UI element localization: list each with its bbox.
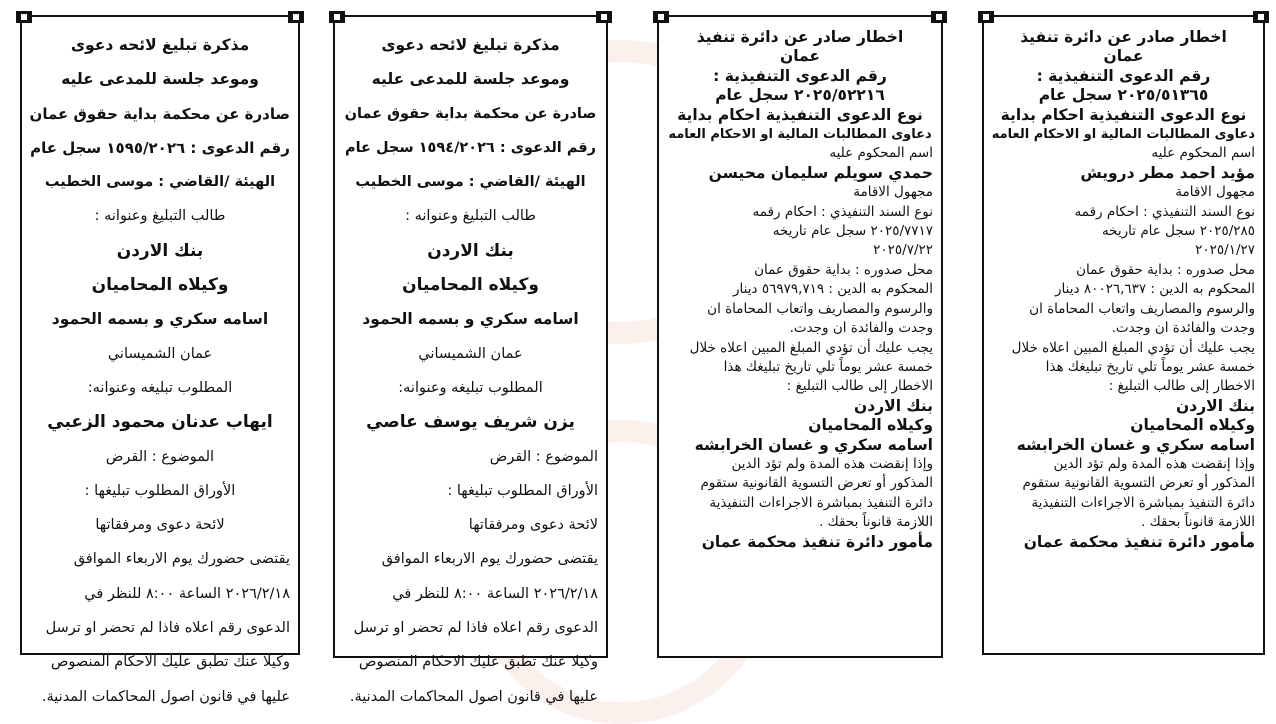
body-line: يجب عليك أن تؤدي المبلغ المبين اعلاه خلال: [1011, 339, 1255, 356]
body-line: دائرة التنفيذ بمباشرة الاجراءات التنفيذية: [709, 494, 933, 511]
case-number-label: رقم الدعوى التنفيذية :: [1036, 66, 1211, 85]
corner-ornament: [1253, 11, 1269, 23]
attorneys-label: وكيلاه المحاميان: [91, 275, 229, 296]
body-line: دائرة التنفيذ بمباشرة الاجراءات التنفيذية: [1031, 494, 1255, 511]
corner-ornament: [596, 11, 612, 23]
attorneys-names: اسامه سكري و غسان الخرابشه: [694, 435, 933, 454]
debtor-name: حمدي سويلم سليمان محيسن: [708, 163, 933, 182]
debtor-label: اسم المحكوم عليه: [829, 145, 933, 162]
body-line: خمسة عشر يوماً تلي تاريخ تبليغك هذا: [1045, 358, 1255, 375]
case-type-cont: دعاوى المطالبات المالية او الاحكام العامه: [991, 127, 1255, 143]
case-number: ٢٠٢٥/٥٢٢١٦ سجل عام: [715, 86, 885, 105]
defendant-name: يزن شريف يوسف عاصي: [366, 412, 575, 433]
attorneys-names: اسامه سكري و بسمه الحمود: [51, 310, 269, 329]
body-line: نوع السند التنفيذي : احكام رقمه: [1074, 203, 1255, 220]
requester-name: بنك الاردن: [1176, 396, 1255, 415]
papers-value: لائحة دعوى ومرفقاتها: [468, 517, 598, 534]
requester-name: بنك الاردن: [116, 240, 204, 261]
officer-signature: مأمور دائرة تنفيذ محكمة عمان: [701, 532, 933, 551]
body-line: وكيلا عنك تطبق عليك الاحكام المنصوص: [358, 654, 598, 671]
notice-title: مذكرة تبليغ لائحه دعوى: [70, 36, 250, 54]
body-line: محل صدوره : بداية حقوق عمان: [754, 261, 933, 278]
case-number: رقم الدعوى : ١٥٩٤/٢٠٢٦ سجل عام: [344, 139, 597, 156]
attorneys-names: اسامه سكري و غسان الخرابشه: [1016, 435, 1255, 454]
body-line: وإذا إنقضت هذه المدة ولم تؤد الدين: [1053, 455, 1255, 472]
body-line: وإذا إنقضت هذه المدة ولم تؤد الدين: [731, 455, 933, 472]
body-line: ٢٠٢٥/١/٢٧: [1195, 242, 1255, 259]
court-name: صادرة عن محكمة بداية حقوق عمان: [29, 104, 290, 123]
notice-title: اخطار صادر عن دائرة تنفيذ: [1020, 28, 1227, 46]
body-line: المذكور أو تعرض التسوية القانونية ستقوم: [700, 475, 933, 492]
papers-value: لائحة دعوى ومرفقاتها: [95, 517, 225, 534]
body-line: ٢٠٢٦/٢/١٨ الساعة ٨:٠٠ للنظر في: [392, 585, 598, 602]
address: عمان الشميساني: [418, 345, 523, 362]
body-line: والرسوم والمصاريف واتعاب المحاماة ان: [1029, 300, 1255, 317]
case-type: نوع الدعوى التنفيذية احكام بداية: [1000, 105, 1247, 124]
body-line: عليها في قانون اصول المحاكمات المدنية.: [349, 688, 598, 705]
body-line: المذكور أو تعرض التسوية القانونية ستقوم: [1022, 475, 1255, 492]
residence: مجهول الاقامة: [1175, 184, 1255, 201]
body-line: والرسوم والمصاريف واتعاب المحاماة ان: [707, 300, 933, 317]
body-line: وجدت والفائدة ان وجدت.: [1111, 320, 1255, 337]
requester-name: بنك الاردن: [854, 396, 933, 415]
corner-ornament: [978, 11, 994, 23]
notice-title: اخطار صادر عن دائرة تنفيذ: [696, 28, 904, 46]
case-number-label: رقم الدعوى التنفيذية :: [713, 66, 887, 85]
case-number: رقم الدعوى : ١٥٩٥/٢٠٢٦ سجل عام: [30, 138, 290, 157]
body-line: اللازمة قانوناً بحقك .: [1141, 514, 1255, 531]
body-line: وكيلا عنك تطبق عليك الاحكام المنصوص: [50, 654, 290, 671]
notice-city: عمان: [1103, 47, 1144, 66]
case-type-cont: دعاوى المطالبات المالية او الاحكام العامه: [668, 127, 932, 143]
defendant-label: المطلوب تبليغه وعنوانه:: [398, 379, 543, 396]
attorneys-label: وكيلاه المحاميان: [808, 416, 933, 435]
body-line: عليها في قانون اصول المحاكمات المدنية.: [41, 688, 290, 705]
attorneys-label: وكيلاه المحاميان: [1130, 416, 1255, 435]
body-line: ٢٠٢٥/٧/٢٢: [873, 242, 933, 259]
body-line: الاخطار إلى طالب التبليغ :: [1108, 378, 1255, 395]
corner-ornament: [931, 11, 947, 23]
corner-ornament: [288, 11, 304, 23]
defendant-name: ايهاب عدنان محمود الزعبي: [47, 412, 273, 433]
body-line: ٢٠٢٦/٢/١٨ الساعة ٨:٠٠ للنظر في: [84, 585, 290, 602]
notice-city: عمان: [779, 47, 821, 66]
case-number: ٢٠٢٥/٥١٣٦٥ سجل عام: [1038, 86, 1209, 105]
court-notice-1: [20, 15, 300, 705]
subject: الموضوع : القرض: [105, 448, 215, 465]
body-line: يقتضى حضورك يوم الاربعاء الموافق: [73, 551, 290, 568]
body-line: وجدت والفائدة ان وجدت.: [789, 320, 933, 337]
corner-ornament: [329, 11, 345, 23]
case-type: نوع الدعوى التنفيذية احكام بداية: [677, 105, 923, 124]
body-line: الاخطار إلى طالب التبليغ :: [786, 378, 933, 395]
notice-subtitle: وموعد جلسة للمدعى عليه: [61, 70, 259, 89]
execution-notice-2: [982, 15, 1265, 655]
body-line: ٢٠٢٥/٢٨٥ سجل عام تاريخه: [1101, 223, 1255, 240]
body-line: خمسة عشر يوماً تلي تاريخ تبليغك هذا: [723, 358, 933, 375]
body-line: نوع السند التنفيذي : احكام رقمه: [752, 203, 933, 220]
officer-signature: مأمور دائرة تنفيذ محكمة عمان: [1023, 532, 1255, 551]
body-line: ٢٠٢٥/٧٧١٧ سجل عام تاريخه: [772, 223, 933, 240]
requester-label: طالب التبليغ وعنوانه :: [94, 208, 226, 225]
body-line: الدعوى رقم اعلاه فاذا لم تحضر او ترسل: [45, 620, 290, 637]
corner-ornament: [16, 11, 32, 23]
attorneys-label: وكيلاه المحاميان: [402, 275, 539, 296]
defendant-label: المطلوب تبليغه وعنوانه:: [87, 379, 233, 396]
notice-subtitle: وموعد جلسة للمدعى عليه: [371, 70, 570, 89]
papers-label: الأوراق المطلوب تبليغها :: [447, 482, 598, 499]
judge-line: الهيئة /القاضي : موسى الخطيب: [44, 174, 276, 191]
papers-label: الأوراق المطلوب تبليغها :: [84, 482, 236, 499]
debt-amount: المحكوم به الدين : ٨٠٠٢٦,٦٣٧ دينار: [1055, 281, 1255, 298]
address: عمان الشميساني: [107, 345, 213, 362]
body-line: الدعوى رقم اعلاه فاذا لم تحضر او ترسل: [353, 620, 598, 637]
corner-ornament: [653, 11, 669, 23]
attorneys-names: اسامه سكري و بسمه الحمود: [362, 310, 579, 329]
debtor-name: مؤيد احمد مطر درويش: [1080, 163, 1255, 182]
requester-name: بنك الاردن: [427, 240, 514, 261]
debtor-label: اسم المحكوم عليه: [1151, 145, 1255, 162]
body-line: يجب عليك أن تؤدي المبلغ المبين اعلاه خلال: [689, 339, 933, 356]
body-line: اللازمة قانوناً بحقك .: [819, 514, 933, 531]
body-line: محل صدوره : بداية حقوق عمان: [1076, 261, 1255, 278]
requester-label: طالب التبليغ وعنوانه :: [405, 208, 536, 225]
residence: مجهول الاقامة: [853, 184, 933, 201]
body-line: يقتضى حضورك يوم الاربعاء الموافق: [381, 551, 598, 568]
notice-title: مذكرة تبليغ لائحه دعوى: [381, 36, 560, 54]
court-notice-2: [333, 15, 608, 705]
debt-amount: المحكوم به الدين : ٥٦٩٧٩,٧١٩ دينار: [733, 281, 933, 298]
judge-line: الهيئة /القاضي : موسى الخطيب: [355, 174, 586, 191]
court-name: صادرة عن محكمة بداية حقوق عمان: [344, 105, 597, 122]
execution-notice-1: [657, 15, 943, 658]
subject: الموضوع : القرض: [489, 448, 598, 465]
